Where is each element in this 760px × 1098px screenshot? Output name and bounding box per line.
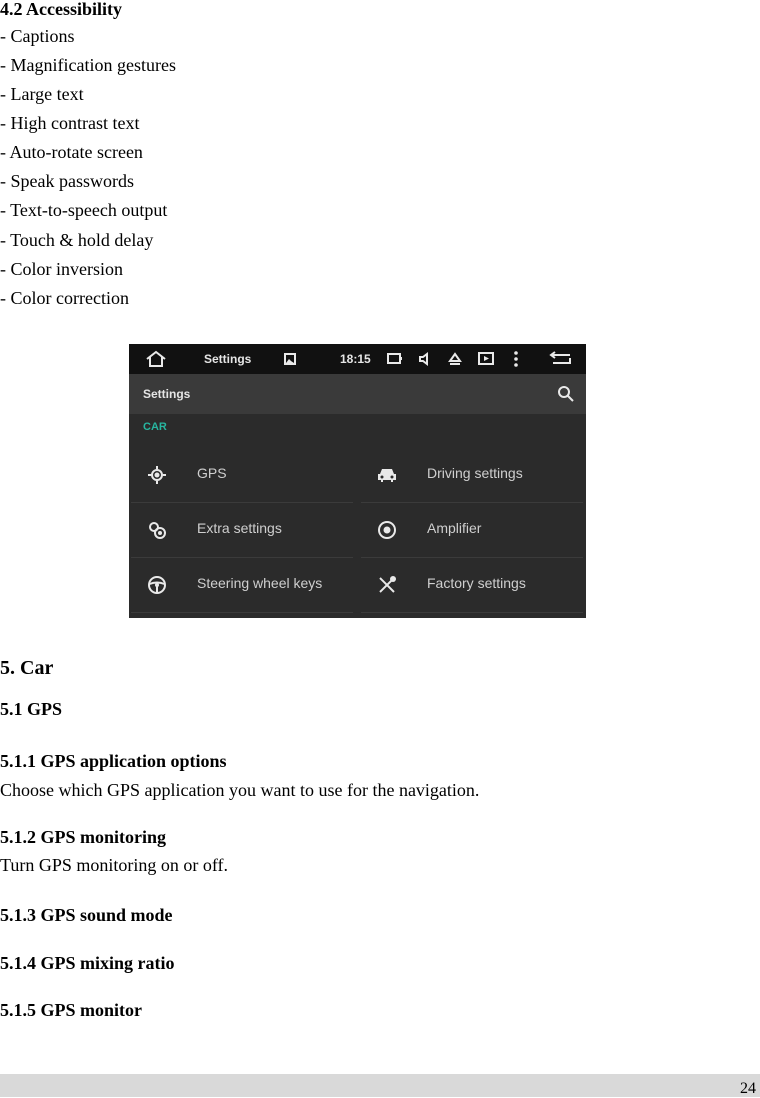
- tile-amplifier[interactable]: [361, 503, 583, 558]
- tools-icon: [376, 574, 398, 596]
- status-time: 18:15: [340, 352, 371, 366]
- tile-label: Steering wheel keys: [197, 575, 323, 591]
- app-bar: [129, 374, 586, 414]
- appbar-title: Settings: [143, 387, 191, 401]
- screen-icon[interactable]: [477, 351, 495, 367]
- settings-content: [129, 414, 586, 618]
- steering-wheel-icon: [146, 574, 168, 596]
- tile-label: Driving settings: [427, 465, 523, 481]
- tile-label: Amplifier: [427, 520, 482, 536]
- battery-icon: [387, 353, 403, 365]
- tile-label: GPS: [197, 465, 227, 481]
- footer-bar: [0, 1074, 760, 1097]
- list-item: - Touch & hold delay: [0, 230, 154, 250]
- eject-icon[interactable]: [447, 351, 463, 367]
- list-item: - Magnification gestures: [0, 55, 176, 75]
- home-icon: [145, 350, 167, 368]
- list-item: - Large text: [0, 84, 84, 104]
- tile-steering-wheel-keys[interactable]: [131, 558, 353, 613]
- back-icon[interactable]: [548, 350, 574, 368]
- image-icon: [283, 352, 297, 366]
- body-5-1-2: Turn GPS monitoring on or off.: [0, 855, 229, 875]
- subheading-5-1-2: 5.1.2 GPS monitoring: [0, 827, 167, 847]
- section-heading-4-2: 4.2 Accessibility: [0, 0, 122, 19]
- gps-icon: [146, 464, 168, 486]
- tile-gps[interactable]: [131, 448, 353, 503]
- search-icon[interactable]: [556, 384, 576, 404]
- settings-screenshot: [129, 344, 586, 618]
- status-bar: [129, 344, 586, 374]
- more-menu-icon[interactable]: [511, 350, 521, 368]
- status-title: Settings: [204, 352, 252, 366]
- volume-icon[interactable]: [417, 351, 433, 367]
- subheading-5-1-3: 5.1.3 GPS sound mode: [0, 905, 173, 925]
- page-number: 24: [740, 1080, 756, 1097]
- subheading-5-1-4: 5.1.4 GPS mixing ratio: [0, 953, 175, 973]
- list-item: - Color correction: [0, 288, 129, 308]
- list-item: - Captions: [0, 26, 75, 46]
- list-item: - Auto-rotate screen: [0, 142, 143, 162]
- tile-label: Extra settings: [197, 520, 282, 536]
- tile-factory-settings[interactable]: [361, 558, 583, 613]
- list-item: - Text-to-speech output: [0, 200, 168, 220]
- tile-driving-settings[interactable]: [361, 448, 583, 503]
- extra-settings-icon: [146, 519, 168, 541]
- tile-label: Factory settings: [427, 575, 526, 591]
- amplifier-icon: [376, 519, 398, 541]
- subheading-5-1: 5.1 GPS: [0, 699, 63, 719]
- subheading-5-1-5: 5.1.5 GPS monitor: [0, 1000, 142, 1020]
- list-item: - Color inversion: [0, 259, 123, 279]
- list-item: - High contrast text: [0, 113, 140, 133]
- tile-extra-settings[interactable]: [131, 503, 353, 558]
- section-heading-5: 5. Car: [0, 657, 54, 679]
- category-label: CAR: [143, 421, 167, 433]
- subheading-5-1-1: 5.1.1 GPS application options: [0, 751, 227, 771]
- body-5-1-1: Choose which GPS application you want to use for the navigation.: [0, 780, 480, 800]
- list-item: - Speak passwords: [0, 171, 134, 191]
- car-icon: [376, 464, 398, 486]
